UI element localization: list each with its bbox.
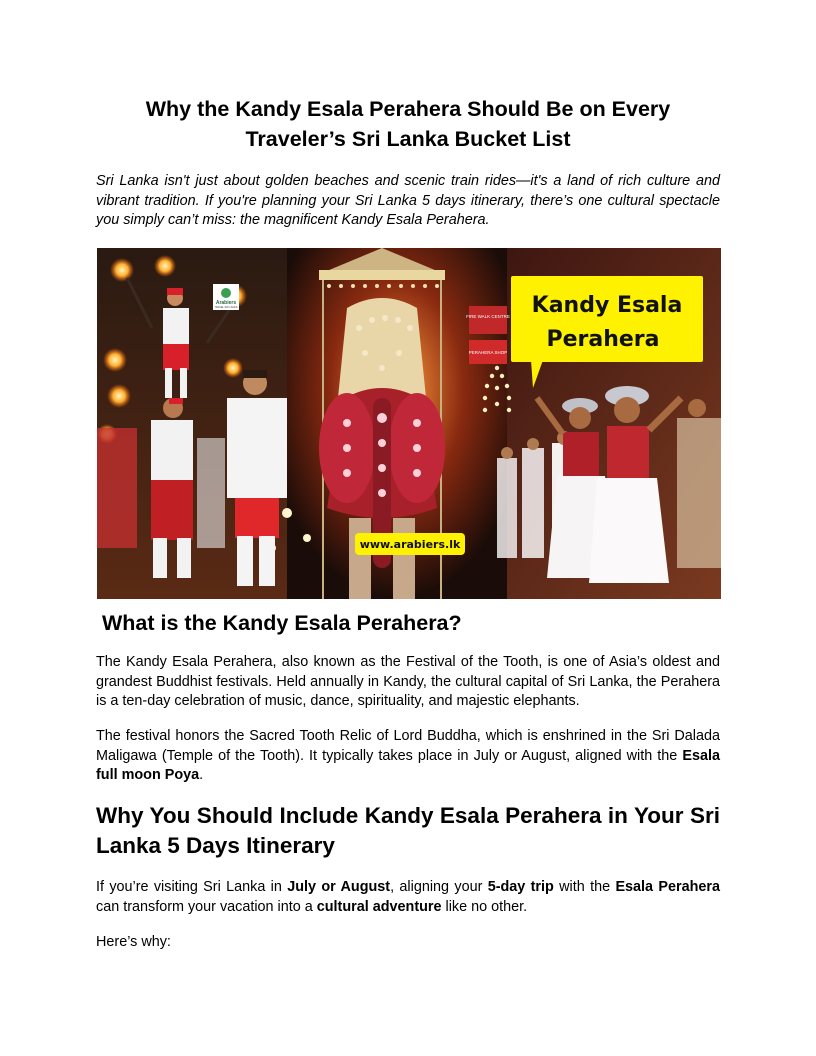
section-heading-what-is: What is the Kandy Esala Perahera? (102, 611, 462, 635)
svg-text:PERAHERA SHOP: PERAHERA SHOP (468, 350, 508, 355)
section1-paragraph-2: The festival honors the Sacred Tooth Relic of Lord Buddha, which is enshrined in the Sri Dalada Maligawa (Temple of the Tooth). It typically takes place in July or August, aligned with the Esala full moon Poya. (96, 728, 720, 783)
section-heading-why-include: Why You Should Include Kandy Esala Perahera in Your Sri Lanka 5 Days Itinerary (96, 803, 720, 858)
website-badge (355, 533, 465, 555)
arabiers-logo (213, 284, 239, 310)
intro-paragraph: Sri Lanka isn't just about golden beaches and scenic train rides—it's a land of rich culture and vibrant tradition. If you're planning your Sri Lanka 5 days itinerary, there’s one cultural spectacle you simply can’t miss: the magnificent Kandy Esala Perahera. (96, 173, 720, 228)
svg-text:TRAVEL SRI LANKA: TRAVEL SRI LANKA (214, 306, 238, 309)
svg-text:Arabiers: Arabiers (215, 300, 237, 306)
article-title: Why the Kandy Esala Perahera Should Be on Every Traveler’s Sri Lanka Bucket List (145, 97, 671, 151)
section2-paragraph-2: Here’s why: (96, 934, 171, 950)
svg-text:Perahera: Perahera (546, 327, 660, 352)
section2-paragraph-1: If you’re visiting Sri Lanka in July or August, aligning your 5-day trip with the Esala Perahera can transform your vacation into a cultural adventure like no other. (96, 879, 720, 915)
section1-paragraph-1: The Kandy Esala Perahera, also known as the Festival of the Tooth, is one of Asia’s oldest and grandest Buddhist festivals. Held annually in Kandy, the cultural capital of Sri Lanka, the Perahera is a ten-day celebration of music, dance, spirituality, and majestic elephants. (96, 654, 720, 709)
svg-text:www.arabiers.lk: www.arabiers.lk (359, 538, 461, 551)
svg-text:Kandy Esala: Kandy Esala (531, 293, 683, 318)
svg-text:FIRE WALK CENTRE: FIRE WALK CENTRE (466, 314, 510, 319)
hero-image (97, 248, 721, 599)
